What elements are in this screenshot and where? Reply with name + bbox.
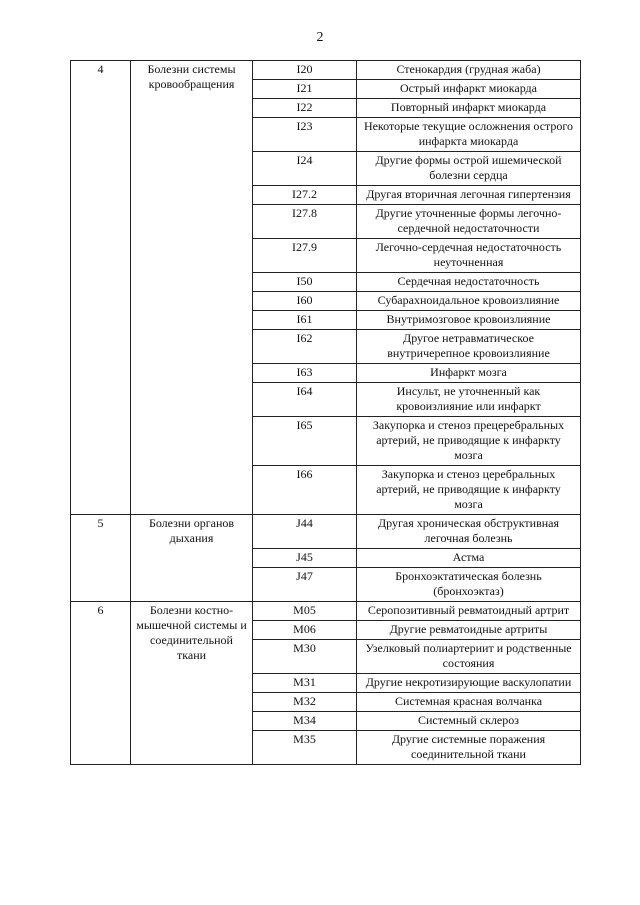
diagnosis-name: Бронхоэктатическая болезнь (бронхоэктаз) <box>357 568 581 602</box>
icd-code: I61 <box>253 311 357 330</box>
page-number: 2 <box>316 30 324 45</box>
group-number: 4 <box>71 61 131 515</box>
icd-code: M06 <box>253 621 357 640</box>
group-number: 5 <box>71 515 131 602</box>
icd-code: M05 <box>253 602 357 621</box>
diagnosis-name: Астма <box>357 549 581 568</box>
table-row <box>71 61 581 80</box>
table-row <box>71 515 581 549</box>
icd-code: I66 <box>253 466 357 515</box>
diagnosis-name: Системная красная волчанка <box>357 693 581 712</box>
icd-code: I23 <box>253 118 357 152</box>
diagnosis-name: Некоторые текущие осложнения острого инфаркта миокарда <box>357 118 581 152</box>
disease-class-name: Болезни костно-мышечной системы и соединительной ткани <box>131 602 253 765</box>
icd-code: I50 <box>253 273 357 292</box>
icd-code: I60 <box>253 292 357 311</box>
diagnosis-name: Субарахноидальное кровоизлияние <box>357 292 581 311</box>
diagnosis-name: Закупорка и стеноз прецеребральных артерий, не приводящие к инфаркту мозга <box>357 417 581 466</box>
diagnosis-name: Стенокардия (грудная жаба) <box>357 61 581 80</box>
icd-code: I64 <box>253 383 357 417</box>
icd-code: M30 <box>253 640 357 674</box>
icd-code: I21 <box>253 80 357 99</box>
diagnosis-name: Другие формы острой ишемической болезни сердца <box>357 152 581 186</box>
icd-code: J44 <box>253 515 357 549</box>
icd-code: M35 <box>253 731 357 765</box>
icd-code: I20 <box>253 61 357 80</box>
icd-code: I62 <box>253 330 357 364</box>
diagnosis-name: Другие системные поражения соединительной ткани <box>357 731 581 765</box>
icd-code: J45 <box>253 549 357 568</box>
icd-code: I27.2 <box>253 186 357 205</box>
diagnosis-name: Сердечная недостаточность <box>357 273 581 292</box>
diagnosis-name: Другие некротизирующие васкулопатии <box>357 674 581 693</box>
icd-code: M34 <box>253 712 357 731</box>
diagnosis-name: Серопозитивный ревматоидный артрит <box>357 602 581 621</box>
diagnosis-name: Внутримозговое кровоизлияние <box>357 311 581 330</box>
icd-code: I22 <box>253 99 357 118</box>
diagnosis-name: Другие уточненные формы легочно-сердечной недостаточности <box>357 205 581 239</box>
icd-code: M31 <box>253 674 357 693</box>
disease-class-name: Болезни системы кровообращения <box>131 61 253 515</box>
diagnosis-name: Повторный инфаркт миокарда <box>357 99 581 118</box>
diagnosis-name: Другие ревматоидные артриты <box>357 621 581 640</box>
diagnosis-name: Узелковый полиартериит и родственные состояния <box>357 640 581 674</box>
icd-code: I63 <box>253 364 357 383</box>
diagnosis-name: Инсульт, не уточненный как кровоизлияние или инфаркт <box>357 383 581 417</box>
diagnosis-name: Инфаркт мозга <box>357 364 581 383</box>
icd-code: M32 <box>253 693 357 712</box>
icd-code: I27.9 <box>253 239 357 273</box>
diagnosis-name: Другая вторичная легочная гипертензия <box>357 186 581 205</box>
icd-code: J47 <box>253 568 357 602</box>
icd-code: I27.8 <box>253 205 357 239</box>
disease-class-name: Болезни органов дыхания <box>131 515 253 602</box>
diagnosis-name: Системный склероз <box>357 712 581 731</box>
diagnosis-name: Другое нетравматическое внутричерепное кровоизлияние <box>357 330 581 364</box>
diagnosis-name: Закупорка и стеноз церебральных артерий, не приводящие к инфаркту мозга <box>357 466 581 515</box>
disease-table <box>70 60 581 765</box>
diagnosis-name: Другая хроническая обструктивная легочная болезнь <box>357 515 581 549</box>
diagnosis-name: Острый инфаркт миокарда <box>357 80 581 99</box>
icd-code: I65 <box>253 417 357 466</box>
group-number: 6 <box>71 602 131 765</box>
table-body <box>71 61 581 765</box>
diagnosis-name: Легочно-сердечная недостаточность неуточненная <box>357 239 581 273</box>
icd-code: I24 <box>253 152 357 186</box>
table-row <box>71 602 581 621</box>
